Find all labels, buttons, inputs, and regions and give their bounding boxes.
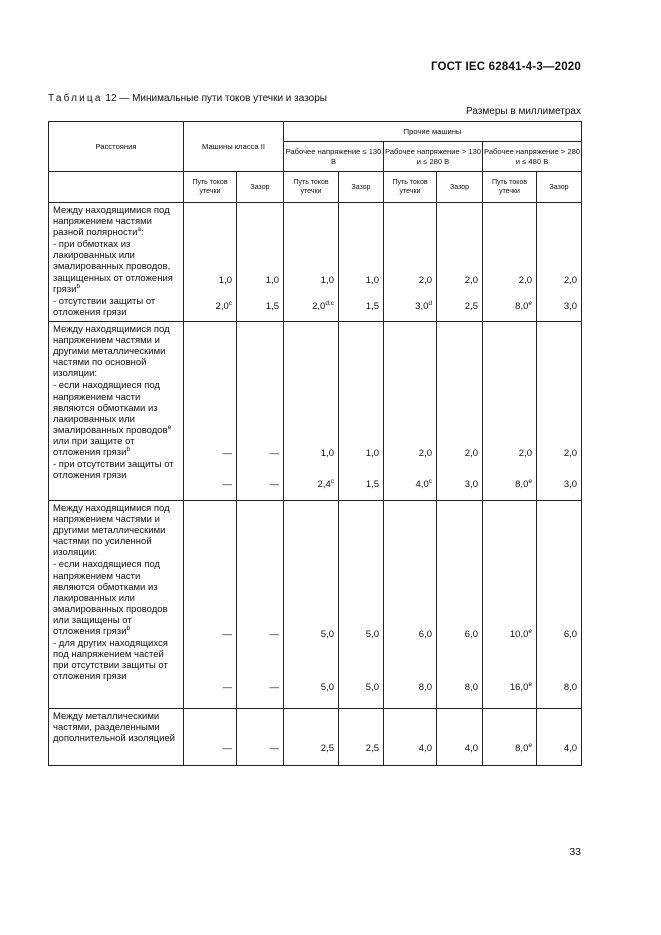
cell-value: 2,0 [418, 448, 433, 459]
header-creepage: Путь токов утечки [184, 172, 237, 203]
cell-value: 2,0 [464, 448, 479, 459]
cell-value: 8,0 [563, 682, 578, 693]
cell-value: — [222, 682, 232, 693]
table-row [49, 709, 582, 766]
description-item: - при отсутствии защиты от отложения грязи [53, 459, 174, 482]
value-cell [437, 709, 483, 766]
header-creepage: Путь токов утечки [483, 172, 537, 203]
value-cell [537, 709, 582, 766]
value-cell [339, 709, 384, 766]
cell-value: 10,0e [509, 628, 533, 640]
value-cell [284, 322, 339, 501]
cell-value: 1,0 [365, 448, 380, 459]
cell-value: — [222, 448, 232, 459]
cell-value: 2,0$^c$ [215, 300, 232, 312]
cell-value: 16,0e [509, 681, 533, 693]
cell-value: — [269, 479, 280, 490]
cell-value: 2,0 [518, 448, 533, 459]
clearance-table [48, 121, 582, 766]
value-cell [237, 501, 284, 709]
value-cell [237, 322, 284, 501]
cell-value: 6,0 [418, 629, 433, 640]
units-note: Размеры в миллиметрах [466, 106, 581, 117]
value-cell [284, 501, 339, 709]
value-cell [237, 203, 284, 322]
header-clearance: Зазор [537, 172, 582, 203]
header-other-machines: Прочие машины [284, 122, 582, 142]
standard-designation: ГОСТ IEC 62841-4-3—2020 [430, 61, 581, 73]
value-cell [384, 322, 437, 501]
description-item: - отсутствии защиты от отложения грязи [53, 295, 156, 318]
cell-value: — [269, 682, 280, 693]
header-voltage-480: Рабочее напряжение > 280 и ≤ 480 В [483, 142, 582, 172]
header-voltage-280: Рабочее напряжение > 130 и ≤ 280 В [384, 142, 483, 172]
cell-value: 2,0 [563, 275, 578, 286]
value-cell [483, 501, 537, 709]
value-cell [483, 709, 537, 766]
value-cell [537, 203, 582, 322]
header-clearance: Зазор [339, 172, 384, 203]
table-caption [48, 93, 327, 104]
description-item: - если находящиеся под напряжением части являются обмотками из лакированных или эмалированных проводов$^e$ или при защите от отложения грязи$^b$ [53, 380, 172, 459]
cell-value: 1,0 [320, 448, 335, 459]
cell-value: 2,0 [563, 448, 578, 459]
caption-prefix: Таблица [48, 93, 103, 104]
cell-value: 1,0 [218, 275, 232, 286]
header-distances: Расстояния [49, 122, 184, 172]
value-cell [284, 203, 339, 322]
value-cell [437, 203, 483, 322]
value-cell [184, 501, 237, 709]
cell-value: 1,5 [365, 479, 380, 490]
value-cell [537, 501, 582, 709]
cell-value: 2,5 [464, 301, 479, 312]
description-item: - при обмотках из лакированных или эмалированных проводов, защищенных от отложения грязи$^b$ [53, 239, 173, 295]
cell-value: 8,0e [515, 742, 533, 754]
cell-value: 2,0$^{d,c}$ [312, 300, 335, 312]
cell-value: 2,0 [418, 275, 433, 286]
cell-value: 1,5 [365, 301, 380, 312]
caption-title: — Минимальные пути токов утечки и зазоры [119, 93, 327, 104]
table-row [49, 322, 582, 501]
value-cell [437, 501, 483, 709]
cell-value: 4,0 [563, 743, 578, 754]
row-description: Между находящимися под напряжением частями разной полярности$^a$: - при обмотках из лакированных или эмалированных проводов, защищенных от отложения грязи$^b$ - отсутствии защиты от отложения грязи [49, 203, 184, 322]
cell-value: 4,0$^c$ [415, 478, 433, 490]
cell-value: 2,0 [464, 275, 479, 286]
cell-value: 3,0 [464, 479, 479, 490]
cell-value: 1,0 [365, 275, 380, 286]
header-class2: Машины класса II [184, 122, 284, 172]
cell-value: 3,0 [563, 479, 578, 490]
cell-value: 1,5 [265, 301, 280, 312]
cell-value: 5,0 [365, 682, 380, 693]
cell-value: — [269, 448, 280, 459]
cell-value: 8,0e [515, 478, 533, 490]
value-cell [184, 203, 237, 322]
page-number: 33 [569, 846, 581, 858]
cell-value: 8,0e [515, 300, 533, 312]
cell-value: 2,5 [365, 743, 380, 754]
header-creepage: Путь токов утечки [284, 172, 339, 203]
cell-value: 8,0 [418, 682, 433, 693]
description-item: - если находящиеся под напряжением части являются обмотками из лакированных или эмалированных проводов или защищены от отложения грязи$^b$ [53, 559, 168, 638]
cell-value: 6,0 [563, 629, 578, 640]
header-clearance: Зазор [437, 172, 483, 203]
cell-value: — [269, 743, 280, 754]
description-item: - для других находящихся под напряжением частей при отсутствии защиты от отложения грязи [53, 638, 168, 683]
header-empty [49, 172, 184, 203]
row-description: Между находящимися под напряжением частями и другими металлическими частями по основной изоляции: - если находящиеся под напряжением части являются обмотками из лакированных или эмалированных проводов$^e$ или при защите от отложения грязи$^b$ - при отсутствии защиты от отложения грязи [49, 322, 184, 501]
caption-number: 12 [105, 93, 117, 104]
cell-value: 1,0 [320, 275, 335, 286]
cell-value: — [222, 479, 232, 490]
cell-value: 4,0 [418, 743, 433, 754]
value-cell [339, 322, 384, 501]
cell-value: — [222, 743, 232, 754]
cell-value: 3,0$^d$ [415, 300, 433, 312]
header-clearance: Зазор [237, 172, 284, 203]
cell-value: 8,0 [464, 682, 479, 693]
value-cell [184, 322, 237, 501]
cell-value: 2,5 [320, 743, 335, 754]
cell-value: 1,0 [265, 275, 280, 286]
cell-value: 4,0 [464, 743, 479, 754]
value-cell [284, 709, 339, 766]
value-cell [483, 203, 537, 322]
cell-value: 2,0 [518, 275, 533, 286]
cell-value: 5,0 [320, 682, 335, 693]
table-row [49, 501, 582, 709]
header-creepage: Путь токов утечки [384, 172, 437, 203]
cell-value: 2,4$^c$ [317, 478, 335, 490]
value-cell [384, 709, 437, 766]
table-row [49, 203, 582, 322]
cell-value: 6,0 [464, 629, 479, 640]
cell-value: 3,0 [563, 301, 578, 312]
cell-value: — [269, 629, 280, 640]
value-cell [339, 203, 384, 322]
row-description: Между находящимися под напряжением частями и другими металлическими частями по усиленной изоляции: - если находящиеся под напряжением части являются обмотками из лакированных или эмалированных проводов или защищены от отложения грязи$^b$ - для других находящихся под напряжением частей при отсутствии защиты от отложения грязи [49, 501, 184, 709]
value-cell [437, 322, 483, 501]
header-voltage-130: Рабочее напряжение ≤ 130 В [284, 142, 384, 172]
cell-value: — [222, 629, 232, 640]
value-cell [339, 501, 384, 709]
value-cell [537, 322, 582, 501]
value-cell [483, 322, 537, 501]
value-cell [184, 709, 237, 766]
value-cell [384, 203, 437, 322]
row-description: Между металлическими частями, разделенными дополнительной изоляцией [49, 709, 184, 766]
value-cell [384, 501, 437, 709]
cell-value: 5,0 [320, 629, 335, 640]
value-cell [237, 709, 284, 766]
cell-value: 5,0 [365, 629, 380, 640]
